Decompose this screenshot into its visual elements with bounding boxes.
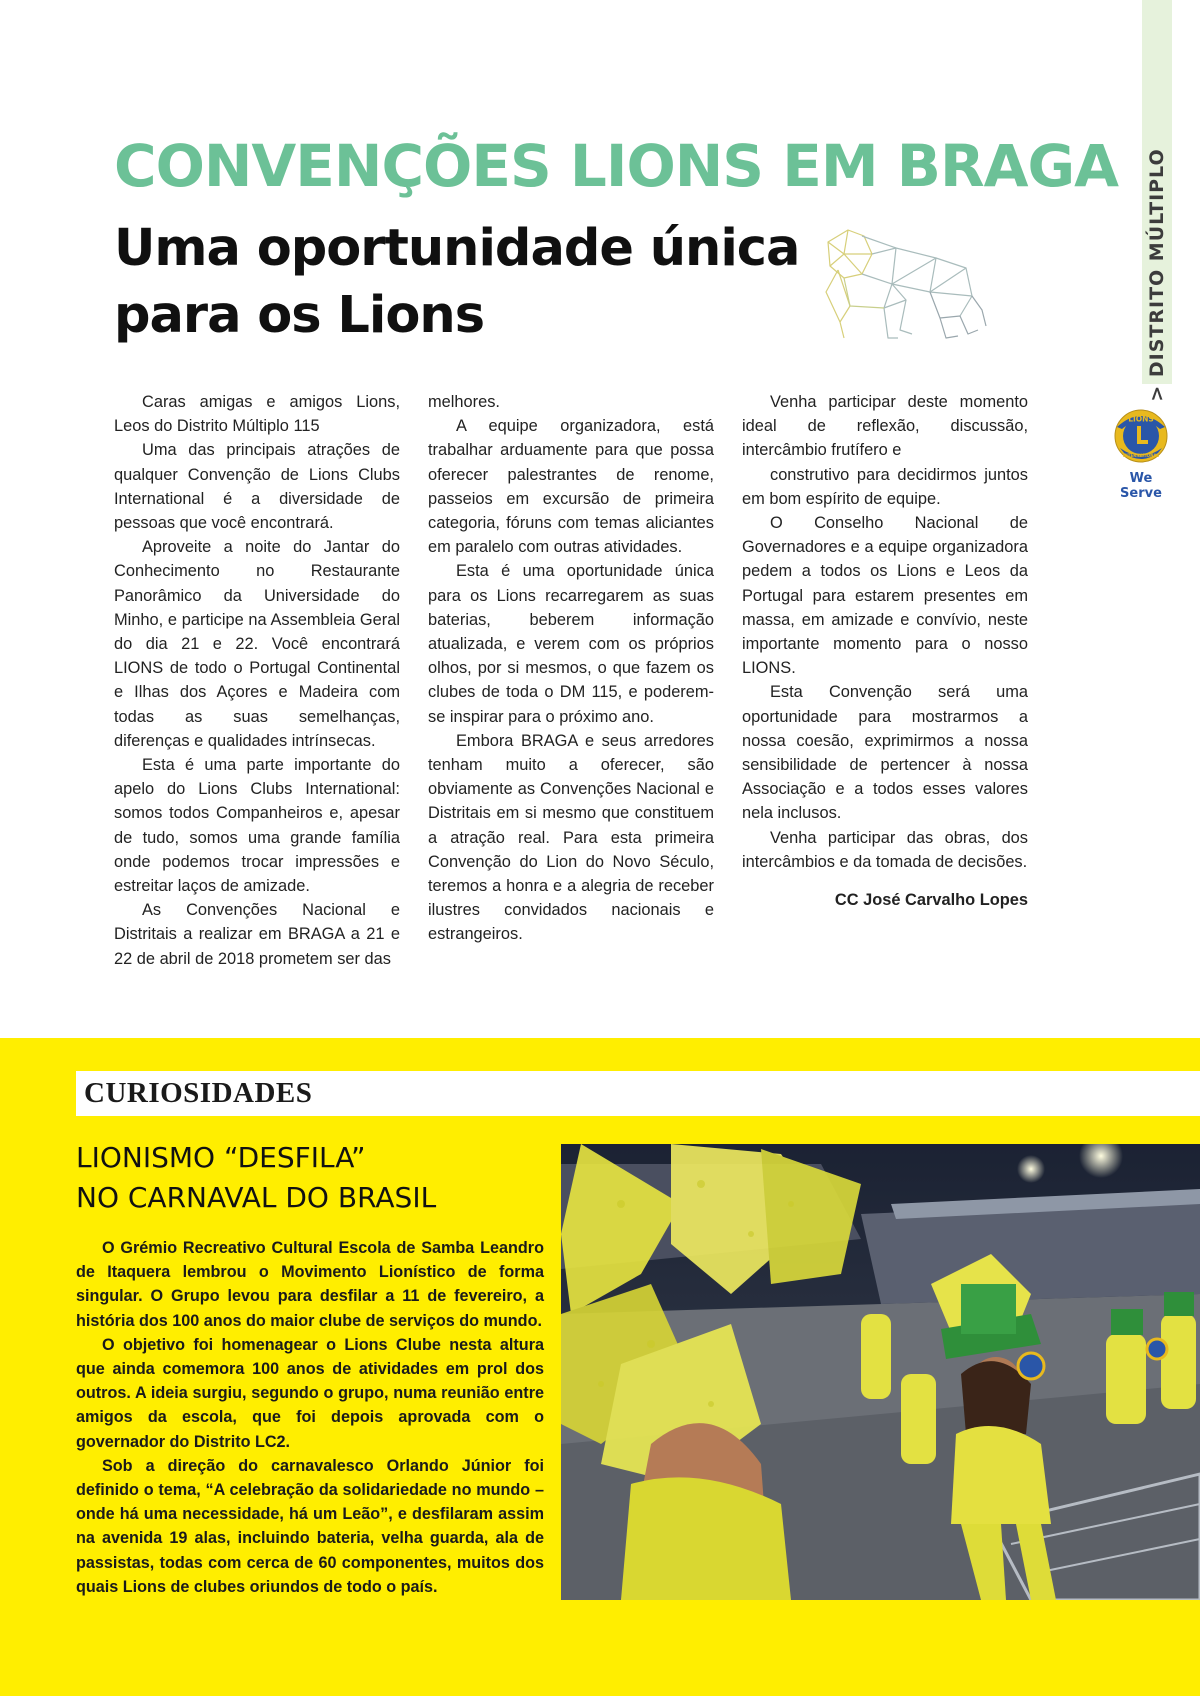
section-tab-label: > DISTRITO MÚLTIPLO [1146, 148, 1168, 402]
column-2-paragraph-3: Esta é uma oportunidade única para os Lions recarregarem as suas baterias, beberem informação atualizada, e verem com os próprios olhos, por si mesmos, o que fazem os clubes de toda o DM 115, e poderem-se inspirar para o próximo ano. [428, 562, 714, 726]
subtitle-line-1: Uma oportunidade única [114, 219, 800, 278]
column-3-paragraph-1: Venha participar deste momento ideal de reflexão, discussão, intercâmbio frutífero e [742, 393, 1028, 460]
column-3-paragraph-3: O Conselho Nacional de Governadores e a equipe organizadora pedem a todos os Lions e Leos da Portugal para estarem presentes em massa, em amizade e convívio, neste importante momento para o nosso LIONS. [742, 514, 1028, 678]
curiosidades-paragraph-3: Sob a direção do carnavalesco Orlando Júnior foi definido o tema, “A celebração da solidariedade no mundo – onde há uma necessidade, há um Leão”, e desfilaram assim na avenida 19 alas, incluindo bateria, velha guarda, ala de passistas, todas com cerca de 60 componentes, muitos dos quais Lions de clubes oriundos de todo o país. [76, 1456, 544, 1596]
lions-emblem-icon [1108, 407, 1174, 465]
column-1-paragraph-4: Esta é uma parte importante do apelo do Lions Clubs International: somos todos Companheiros e, apesar de tudo, somos uma grande família onde podemos trocar impressões e estreitar laços de amizade. [114, 756, 400, 896]
column-2-paragraph-4: Embora BRAGA e seus arredores tenham muito a oferecer, são obviamente as Convenções Nacional e Distritais em si mesmo que constituem a atração real. Para esta primeira Convenção do Lion do Novo Século, teremos a honra e a alegria de receber ilustres convidados nacionais e estrangeiros. [428, 731, 714, 944]
column-1-paragraph-5: As Convenções Nacional e Distritais a realizar em BRAGA a 21 e 22 de abril de 2018 prometem ser das [114, 901, 400, 968]
column-1-paragraph-3: Aproveite a noite do Jantar do Conhecimento no Restaurante Panorâmico da Universidade do Minho, e participe na Assembleia Geral do dia 21 e 22. Você encontrará LIONS de todo o Portugal Continental e Ilhas dos Açores e Madeira com todas as suas semelhanças, diferenças e qualidades intrínsecas. [114, 538, 400, 750]
column-2-paragraph-1: melhores. [428, 393, 500, 411]
author-signature: CC José Carvalho Lopes [834, 891, 1028, 910]
column-1-paragraph-2: Uma das principais atrações de qualquer Convenção de Lions Clubs International é a diversidade de pessoas que você encontrará. [114, 441, 400, 533]
article-column-3 [742, 390, 1028, 912]
carnival-photo [561, 1144, 1200, 1600]
column-3-paragraph-2: construtivo para decidirmos juntos em bom espírito de equipe. [742, 465, 1028, 508]
article-column-2 [428, 390, 714, 947]
curiosidades-body [76, 1236, 544, 1599]
page-title: CONVENÇÕES LIONS EM BRAGA [114, 132, 1119, 200]
article-column-1 [114, 390, 400, 971]
geometric-lion-illustration [818, 226, 990, 344]
curiosidades-title-line-2: NO CARNAVAL DO BRASIL [76, 1181, 437, 1214]
curiosidades-paragraph-1: O Grémio Recreativo Cultural Escola de Samba Leandro de Itaquera lembrou o Movimento Lionístico de forma singular. O Grupo levou para desfilar a 11 de fevereiro, a história dos 100 anos do maior clube de serviços do mundo. [76, 1239, 544, 1330]
lions-logo-subtext: INTERNATIONAL [1122, 453, 1160, 458]
we-serve-motto: We Serve [1120, 471, 1162, 501]
column-3-paragraph-5: Venha participar das obras, dos intercâmbios e da tomada de decisões. [742, 828, 1028, 871]
subtitle-line-2: para os Lions [114, 286, 485, 345]
lions-logo-text: LIONS [1128, 414, 1154, 424]
section-label: CURIOSIDADES [84, 1077, 313, 1109]
page-subtitle [114, 215, 799, 349]
column-2-paragraph-2: A equipe organizadora, está trabalhar arduamente para que possa oferecer palestrantes de renome, passeios em excursão de primeira categoria, fóruns com temas aliciantes em paralelo com outras atividades. [428, 417, 714, 557]
curiosidades-title-line-1: LIONISMO “DESFILA” [76, 1141, 366, 1174]
curiosidades-paragraph-2: O objetivo foi homenagear o Lions Clube nesta altura que ainda comemora 100 anos de atividades em prol dos outros. A ideia surgiu, segundo o grupo, numa reunião entre amigos da escola, que foi depois aprovada com o governador do Distrito LC2. [76, 1335, 544, 1451]
column-1-paragraph-1: Caras amigas e amigos Lions, Leos do Distrito Múltiplo 115 [114, 393, 400, 436]
column-3-paragraph-4: Esta Convenção será uma oportunidade para mostrarmos a nossa coesão, exprimirmos a nossa sensibilidade de pertencer à nossa Associação e a todos esses valores nela inclusos. [742, 683, 1028, 823]
carnival-parade-image [561, 1144, 1200, 1600]
curiosidades-title [76, 1138, 436, 1218]
lions-logo [1108, 407, 1174, 501]
